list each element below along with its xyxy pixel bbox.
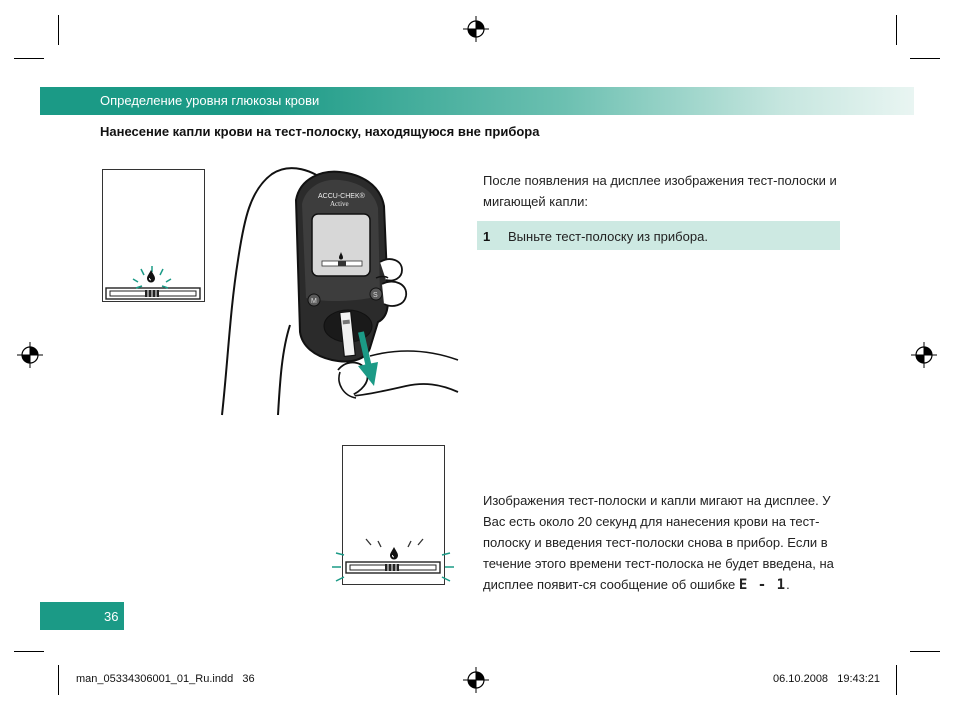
meter-hand-illustration: [210, 160, 460, 416]
crop-mark: [896, 15, 897, 45]
lower-hand: [338, 363, 458, 397]
crop-mark: [58, 665, 59, 695]
blood-drop-icon: [145, 269, 157, 283]
registration-mark-icon: [463, 667, 489, 693]
crop-mark: [910, 651, 940, 652]
registration-mark-icon: [463, 16, 489, 42]
registration-mark-icon: [17, 342, 43, 368]
crop-mark: [896, 665, 897, 695]
meter-button-s-label: S: [373, 292, 378, 299]
crop-mark: [910, 58, 940, 59]
section-title: Нанесение капли крови на тест-полоску, находящуюся вне прибора: [100, 124, 540, 139]
description-end: .: [786, 577, 790, 592]
description-body: Изображения тест-полоски и капли мигают на дисплее. У Вас есть около 20 секунд для нанесения крови на тест-полоску и введения тест-полоски снова в прибор. Если в течение этого времени тест-полоска не будет введена, на дисплее появит-ся сообщение об ошибке: [483, 493, 834, 592]
meter-button-m-label: M: [311, 298, 317, 305]
meter-model: Active: [330, 200, 349, 208]
crop-mark: [14, 58, 44, 59]
crop-mark: [58, 15, 59, 45]
registration-mark-icon: [911, 342, 937, 368]
crop-mark: [14, 651, 44, 652]
footer-date: 06.10.2008 19:43:21: [773, 673, 881, 685]
footer-file: man_05334306001_01_Ru.indd 36: [76, 673, 255, 685]
blood-drop-icon: [388, 546, 400, 560]
error-code: E - 1: [738, 577, 787, 593]
meter-screen: [312, 214, 370, 276]
page-number: 36: [104, 609, 119, 624]
meter-brand: ACCU-CHEK®: [318, 193, 365, 200]
step-number: 1: [483, 229, 491, 244]
step-text: Выньте тест-полоску из прибора.: [508, 229, 708, 244]
intro-text: После появления на дисплее изображения тест-полоски и мигающей капли:: [483, 173, 837, 209]
description-text: [483, 490, 843, 596]
header-title: Определение уровня глюкозы крови: [100, 93, 320, 108]
